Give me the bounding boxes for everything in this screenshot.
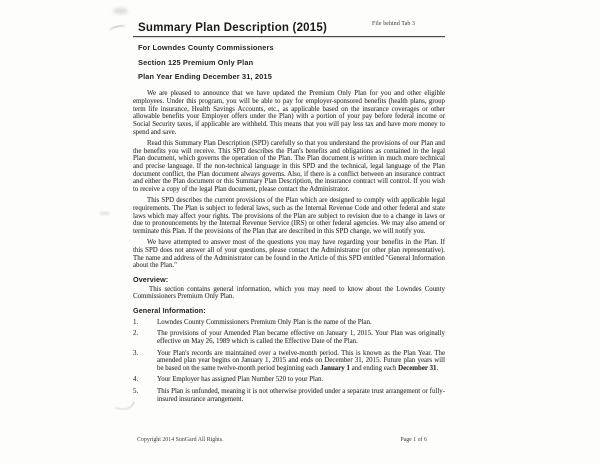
- item-text: [157, 350, 445, 373]
- spd-provisions-paragraph: This SPD describes the current provisions of the Plan which are designed to comply with applicable legal requirements. The Plan is subject to federal laws, such as the Internal Revenue Code and other federal and state laws which may affect your rights. The provisions of the Plan are subject to revision due to a change in laws or due to pronouncements by the Internal Revenue Service (IRS) or other federal agencies. We may also amend or terminate this Plan. If the provisions of the Plan that are described in this SPD change, we will notify you.: [133, 197, 445, 236]
- general-info-item-1: [133, 319, 445, 327]
- intro-paragraph: We are pleased to announce that we have updated the Premium Only Plan for you and other eligible employees. Under this program, you will be able to pay for employer-sponsored benefits (health plans, group term life insurance, Health Savings Accounts, etc., as applicable based on the insurance coverages or other allowable benefits your Employer offers under the Plan) with a portion of your pay before federal income or Social Security taxes, if applicable are withheld. This means that you will pay less tax and have more money to spend and save.: [133, 90, 445, 136]
- read-spd-paragraph: Read this Summary Plan Description (SPD) carefully so that you understand the provisions of our Plan and the benefits you will receive. This SPD describes the Plan's benefits and obligations as contained in the legal Plan document, which governs the operation of the Plan. The Plan document is written in much more technical and precise language. If the non-technical language in this SPD and the technical, legal language of the Plan document conflict, the Plan document always governs. Also, if there is a conflict between an insurance contract and either the Plan document or this Summary Plan Description, the insurance contract will control. If you wish to receive a copy of the legal Plan document, please contact the Administrator.: [133, 139, 445, 194]
- page-footer: [137, 437, 427, 443]
- item-text-segment: .: [436, 364, 439, 372]
- questions-paragraph: We have attempted to answer most of the questions you may have regarding your benefits in the Plan. If this SPD does not answer all of your questions, please contact the Administrator (or other plan representative). The name and address of the Administrator can be found in the Article of this SPD entitled "General Information about the Plan.": [133, 239, 445, 270]
- document-title: Summary Plan Description (2015): [138, 22, 327, 34]
- overview-heading: Overview:: [133, 275, 169, 285]
- general-information-heading: General Information:: [133, 306, 206, 316]
- subtitle-plan-type: Section 125 Premium Only Plan: [138, 57, 254, 67]
- overview-body: This section contains general information, which you may need to know about the Lowndes County Commissioners Premium Only Plan.: [133, 285, 445, 301]
- item-text: The provisions of your Amended Plan became effective on January 1, 2015. Your Plan was originally effective on May 26, 1989 which is called the Effective Date of the Plan.: [157, 330, 445, 346]
- general-info-item-2: [133, 330, 445, 345]
- item-number: 4.: [133, 376, 139, 384]
- scan-artifact-smudge: [113, 8, 128, 14]
- item-text: Your Employer has assigned Plan Number 520 to your Plan.: [157, 376, 324, 384]
- item-text: This Plan is unfunded, meaning it is not otherwise provided under a separate trust arrangement or fully-insured insurance arrangement.: [157, 387, 445, 403]
- item-text-segment: and ending each: [349, 364, 399, 372]
- item-text: Lowndes County Commissioners Premium Only Plan is the name of the Plan.: [157, 318, 372, 326]
- general-info-item-5: [133, 388, 445, 403]
- general-info-item-3: [133, 350, 445, 373]
- item-number: 2.: [133, 330, 139, 338]
- item-number: 3.: [133, 349, 139, 357]
- scan-artifact-check-mark: [116, 397, 135, 413]
- scan-artifact-tilde-mark: [109, 25, 127, 35]
- document-subtitles: [138, 43, 445, 81]
- bold-date-december: December 31: [398, 364, 437, 372]
- footer-page-number: Page 1 of 6: [400, 437, 427, 443]
- item-number: 5.: [133, 387, 139, 395]
- item-number: 1.: [133, 318, 139, 326]
- subtitle-plan-year: Plan Year Ending December 31, 2015: [138, 72, 272, 82]
- scan-artifact-margin-dash: [100, 212, 109, 215]
- general-info-item-4: [133, 376, 445, 384]
- footer-copyright: Copyright 2014 SunGard All Rights.: [137, 437, 224, 443]
- subtitle-organization: For Lowndes County Commissioners: [138, 43, 274, 53]
- file-note: File behind Tab 3: [372, 21, 416, 27]
- title-underline: [133, 36, 445, 37]
- document-content: [133, 0, 445, 403]
- item-text-segment: Your Plan's records are maintained over a twelve-month period. This is known as the Plan Year. The amended plan year begins on January 1, 2015 and ends on December 31, 2015. Future plan years will be based on the same twelve-month period beginning each: [157, 349, 445, 372]
- bold-date-january: January 1: [320, 364, 350, 372]
